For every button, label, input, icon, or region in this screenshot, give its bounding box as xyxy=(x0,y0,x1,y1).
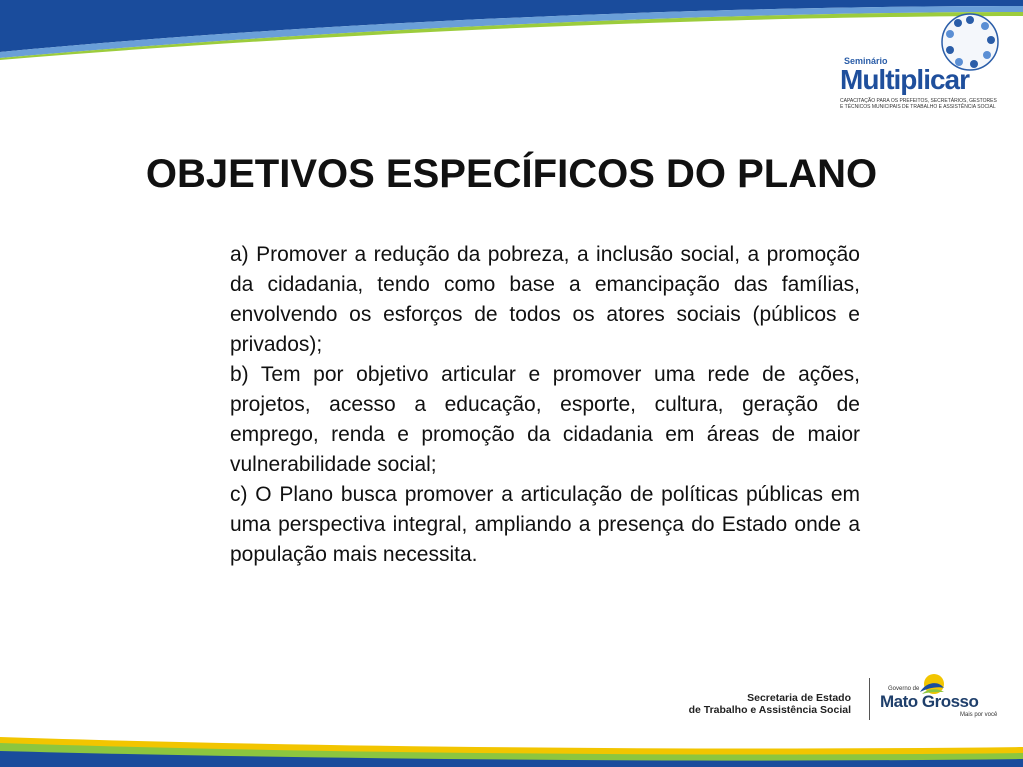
state-slogan: Mais por você xyxy=(960,712,998,718)
slide-body xyxy=(230,240,860,570)
seminario-multiplicar-logo xyxy=(836,12,1016,112)
slide-title: OBJETIVOS ESPECÍFICOS DO PLANO xyxy=(145,152,878,196)
numbered-circle-emblem-icon xyxy=(940,12,1000,72)
governo-label: Governo de xyxy=(888,686,920,692)
footer-wave-band xyxy=(0,707,1023,767)
logo-tagline: CAPACITAÇÃO PARA OS PREFEITOS, SECRETÁRIOS, GESTORES E TÉCNICOS MUNICIPAIS DE TRABALHO E ASSISTÊNCIA SOCIAL xyxy=(840,98,997,110)
logo-small-label: Seminário xyxy=(844,56,888,66)
secretaria-line-2: de Trabalho e Assistência Social xyxy=(688,704,851,716)
paragraph-b: b) Tem por objetivo articular e promover uma rede de ações, projetos, acesso a educação, esporte, cultura, geração de emprego, renda e promoção da cidadania em áreas de maior vulnerabilidade social; xyxy=(230,363,860,476)
logo-brand-name: Multiplicar xyxy=(840,64,970,95)
state-name: Mato Grosso xyxy=(880,692,979,711)
paragraph-c: c) O Plano busca promover a articulação de políticas públicas em uma perspectiva integral, ampliando a presença do Estado onde a população mais necessita. xyxy=(230,483,860,566)
secretaria-line-1: Secretaria de Estado xyxy=(747,692,851,704)
paragraph-a: a) Promover a redução da pobreza, a inclusão social, a promoção da cidadania, tendo como base a emancipação das famílias, envolvendo os esforços de todos os atores sociais (públicos e privados); xyxy=(230,243,860,356)
